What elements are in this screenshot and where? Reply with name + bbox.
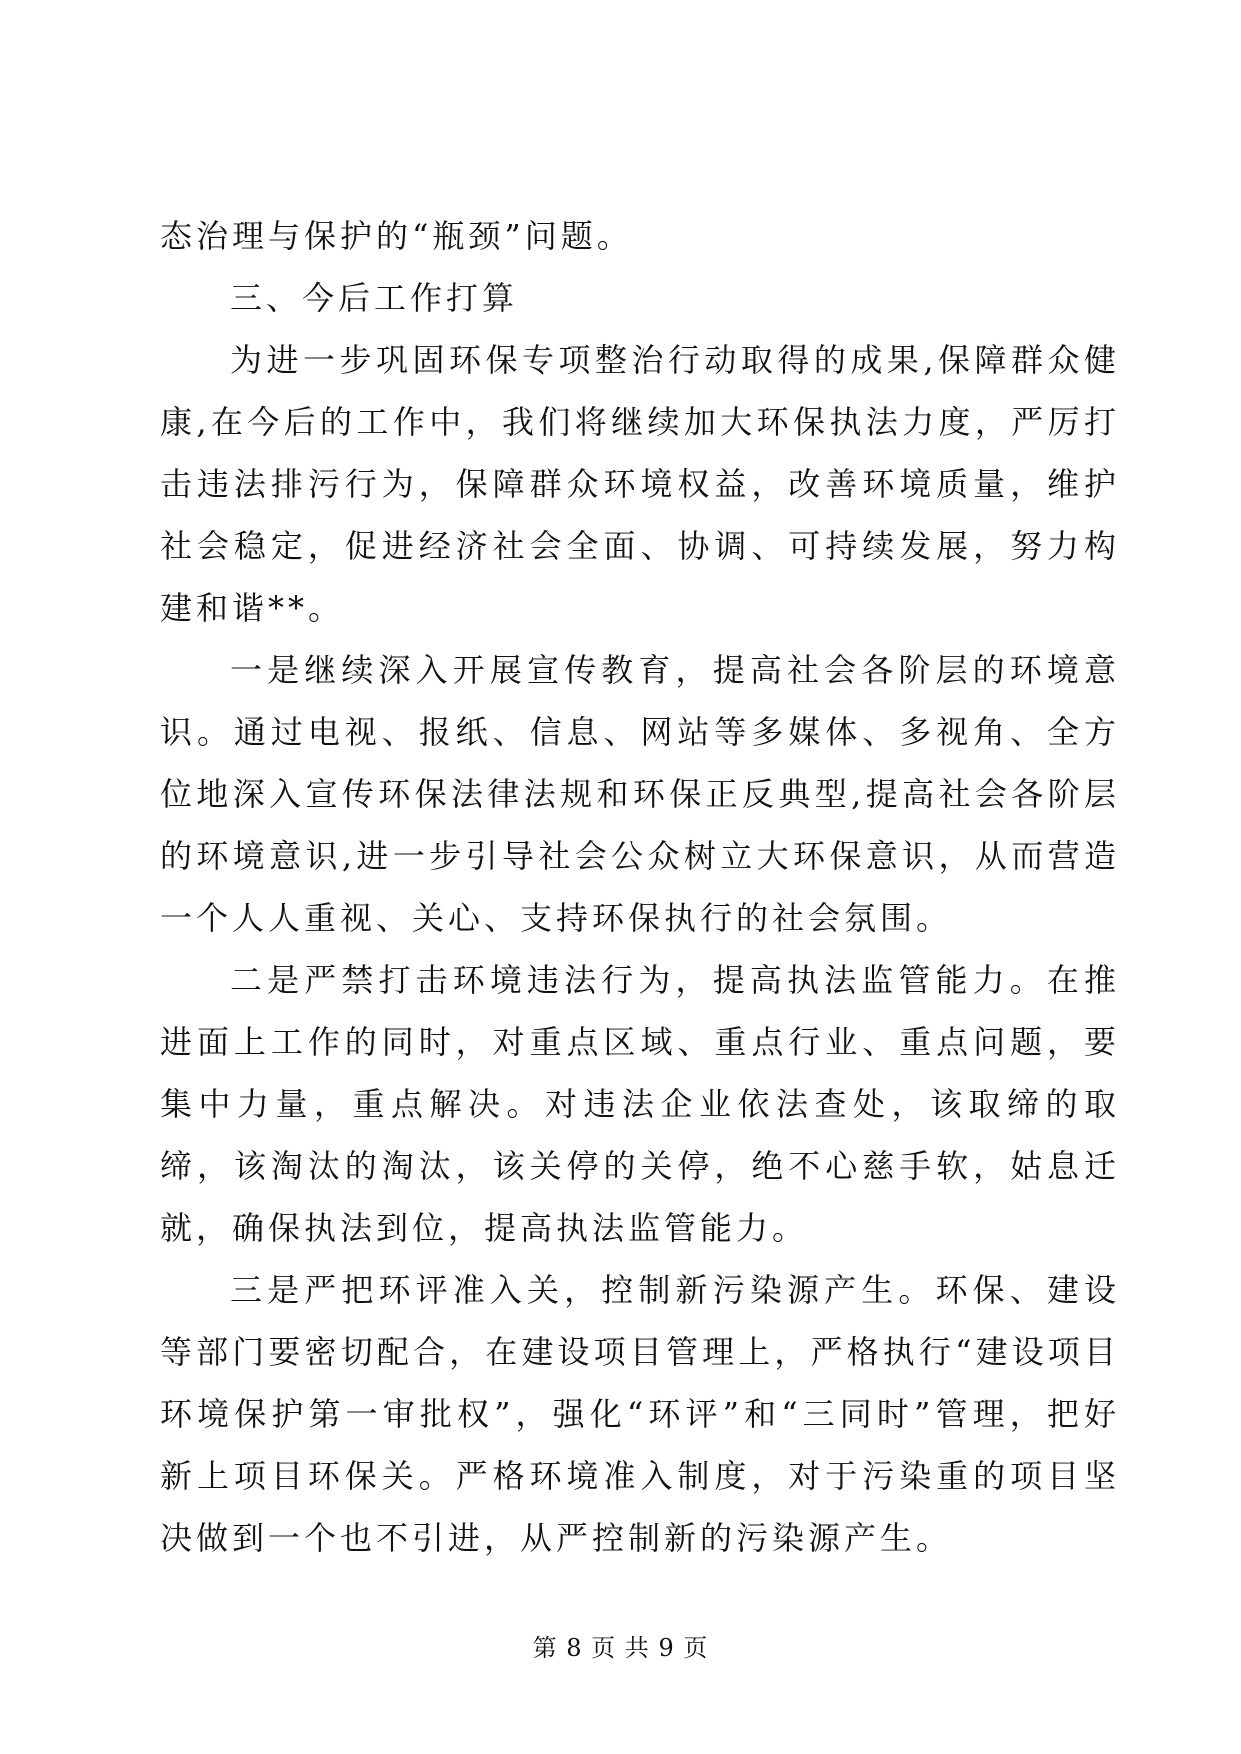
paragraph-point-two: 二是严禁打击环境违法行为，提高执法监管能力。在推进面上工作的同时，对重点区域、重点行业、重点问题，要集中力量，重点解决。对违法企业依法查处，该取缔的取缔，该淘汰的淘汰，该关停的关停，绝不心慈手软，姑息迁就，确保执法到位，提高执法监管能力。 [160,961,1120,1247]
paragraph-point-three: 三是严把环评准入关，控制新污染源产生。环保、建设等部门要密切配合，在建设项目管理上，严格执行“建设项目环境保护第一审批权”，强化“环评”和“三同时”管理，把好新上项目环保关。严格环境准入制度，对于污染重的项目坚决做到一个也不引进，从严控制新的污染源产生。 [160,1271,1120,1557]
paragraph-continuation: 态治理与保护的“瓶颈”问题。 [160,217,633,255]
paragraph-point-one: 一是继续深入开展宣传教育，提高社会各阶层的环境意识。通过电视、报纸、信息、网站等多媒体、多视角、全方位地深入宣传环保法律法规和环保正反典型,提高社会各阶层的环境意识,进一步引导社会公众树立大环保意识，从而营造一个人人重视、关心、支持环保执行的社会氛围。 [160,651,1120,937]
section-heading: 三、今后工作打算 [230,279,519,317]
document-body [160,205,1120,1569]
page-footer: 第 8 页 共 9 页 [532,1634,709,1662]
paragraph-intro: 为进一步巩固环保专项整治行动取得的成果,保障群众健康,在今后的工作中，我们将继续加大环保执法力度，严厉打击违法排污行为，保障群众环境权益，改善环境质量，维护社会稳定，促进经济社会全面、协调、可持续发展，努力构建和谐**。 [160,341,1120,627]
